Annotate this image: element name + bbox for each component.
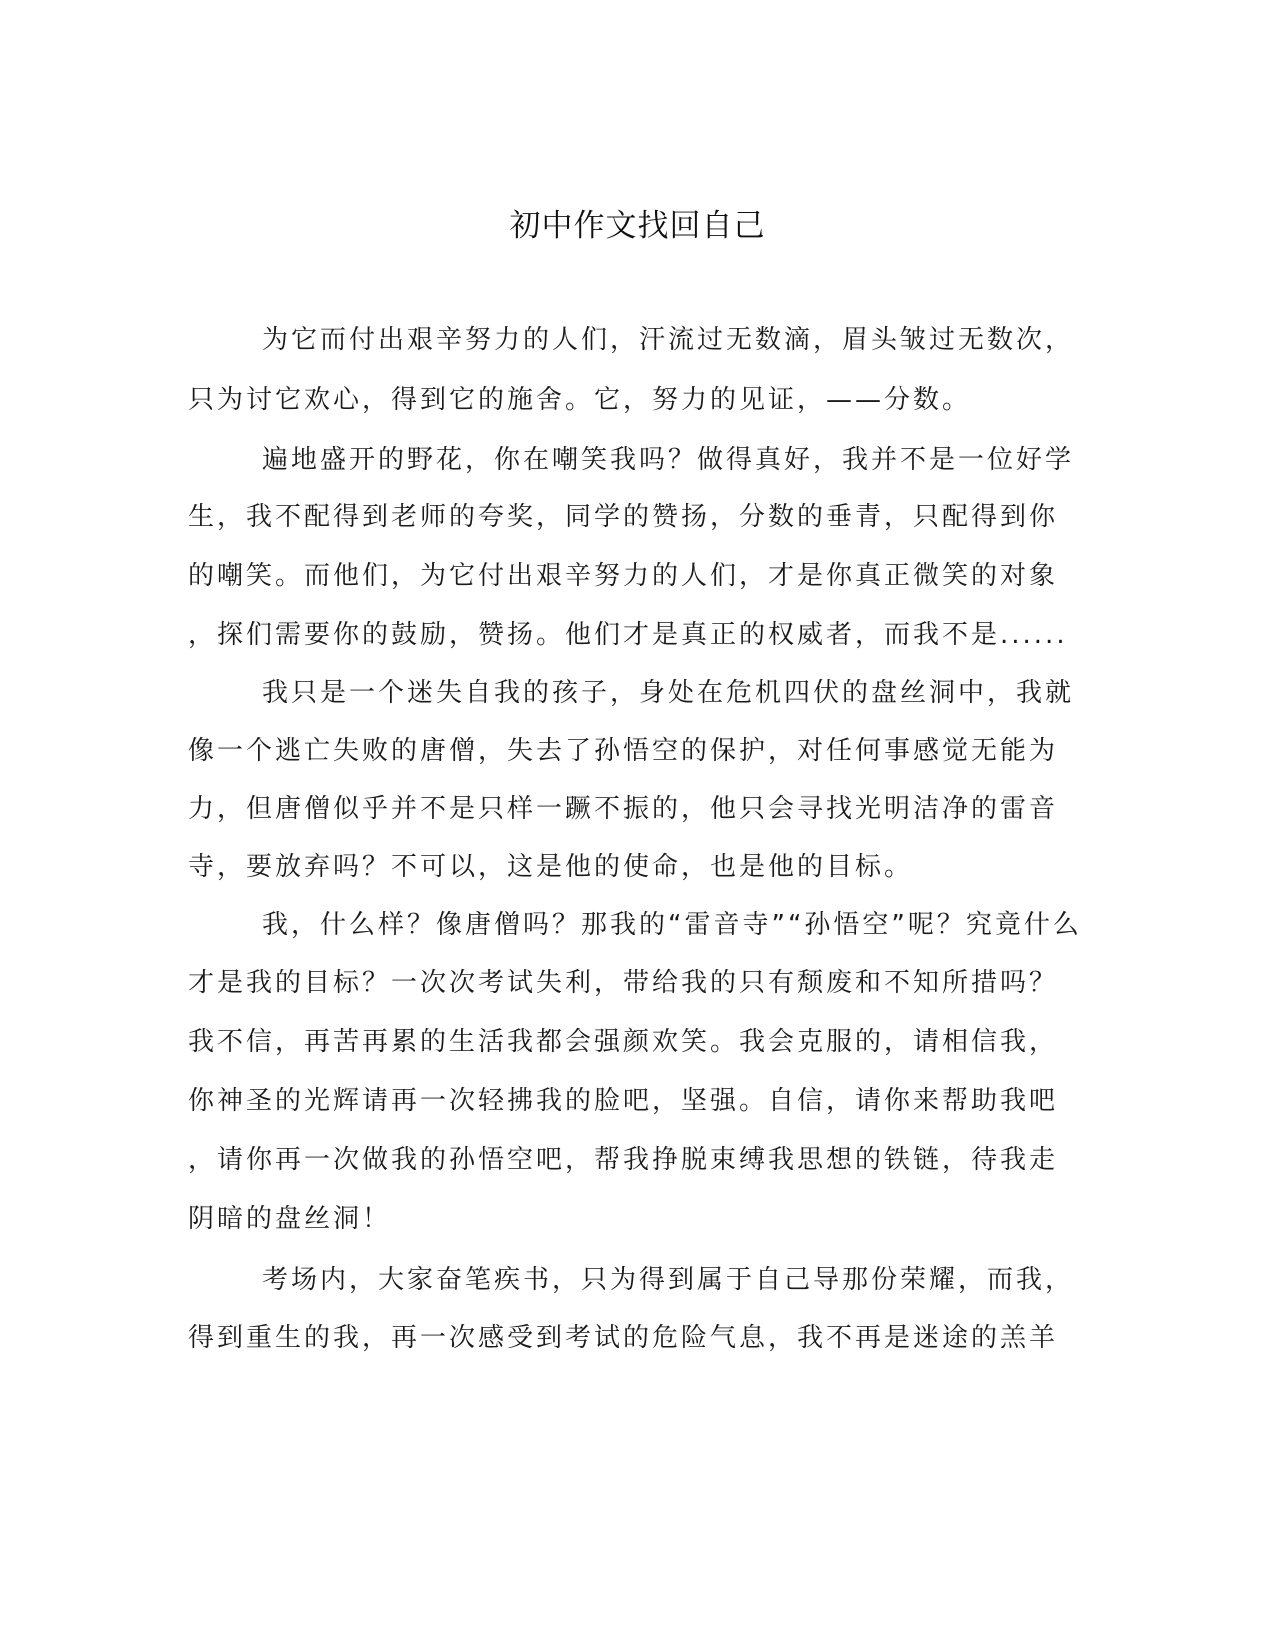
paragraph-1-line-2: 只为讨它欢心，得到它的施舍。它，努力的见证，——分数。 [188,385,972,415]
paragraph-3-line-4: 寺，要放弃吗？不可以，这是他的使命，也是他的目标。 [188,852,914,882]
paragraph-2-line-4: ，探们需要你的鼓励，赞扬。他们才是真正的权威者，而我不是...... [188,620,1068,650]
paragraph-2-line-1: 遍地盛开的野花，你在嘲笑我吗？做得真好，我并不是一位好学 [262,445,1075,475]
paragraph-4-line-6: 阴暗的盘丝洞！ [188,1204,392,1234]
paragraph-1-line-1: 为它而付出艰辛努力的人们，汗流过无数滴，眉头皱过无数次， [262,325,1075,355]
paragraph-4-line-4: 你神圣的光辉请再一次轻拂我的脸吧，坚强。自信，请你来帮助我吧 [188,1086,1059,1116]
paragraph-5-line-1: 考场内，大家奋笔疾书，只为得到属于自己导那份荣耀，而我， [262,1265,1075,1295]
paragraph-4-line-1: 我，什么样？像唐僧吗？那我的“雷音寺”“孙悟空”呢？究竟什么 [262,910,1082,940]
paragraph-4-line-5: ，请你再一次做我的孙悟空吧，帮我挣脱束缚我思想的铁链，待我走 [188,1145,1059,1175]
paragraph-3-line-3: 力，但唐僧似乎并不是只样一蹶不振的，他只会寻找光明洁净的雷音 [188,794,1059,824]
paragraph-4-line-3: 我不信，再苦再累的生活我都会强颜欢笑。我会克服的，请相信我， [188,1027,1059,1057]
document-title: 初中作文找回自己 [509,208,766,244]
paragraph-2-line-3: 的嘲笑。而他们，为它付出艰辛努力的人们，才是你真正微笑的对象 [188,561,1059,591]
paragraph-5-line-2: 得到重生的我，再一次感受到考试的危险气息，我不再是迷途的羔羊 [188,1323,1059,1353]
paragraph-3-line-2: 像一个逃亡失败的唐僧，失去了孙悟空的保护，对任何事感觉无能为 [188,736,1059,766]
paragraph-4-line-2: 才是我的目标？一次次考试失利，带给我的只有颓废和不知所措吗？ [188,968,1059,998]
paragraph-2-line-2: 生，我不配得到老师的夸奖，同学的赞扬，分数的垂青，只配得到你 [188,502,1059,532]
paragraph-3-line-1: 我只是一个迷失自我的孩子，身处在危机四伏的盘丝洞中，我就 [262,678,1075,708]
